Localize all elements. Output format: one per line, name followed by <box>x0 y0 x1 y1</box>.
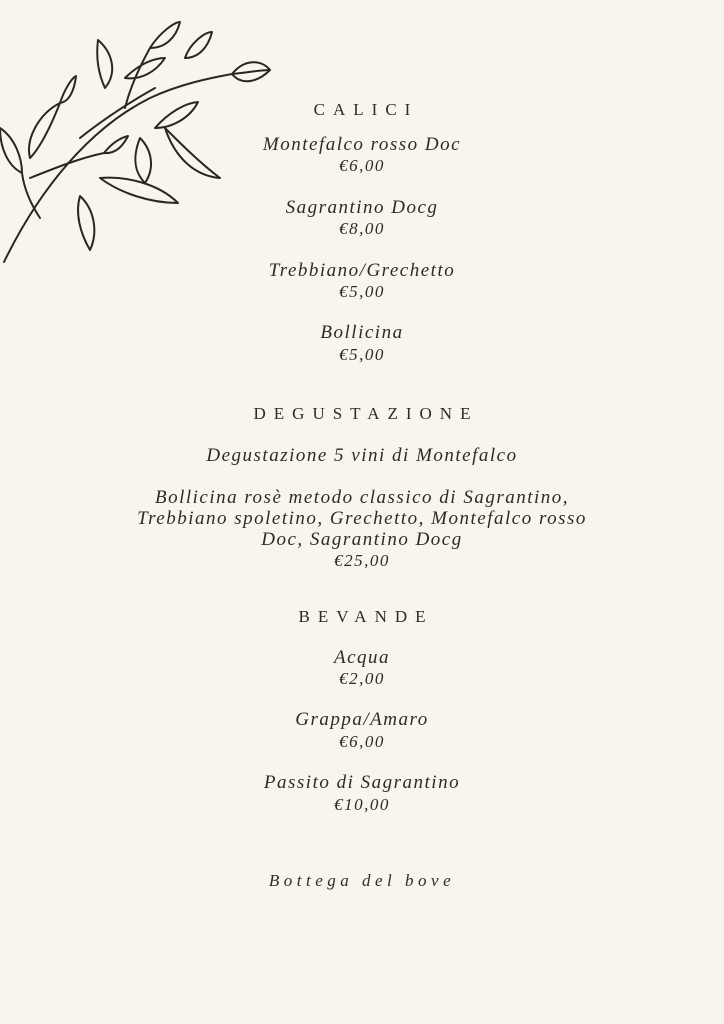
section-title-bevande: BEVANDE <box>298 607 434 626</box>
section-title-calici: CALICI <box>313 100 419 119</box>
degustazione-description-line: Bollicina rosè metodo classico di Sagrantino, <box>154 487 570 508</box>
calici-item-name: Bollicina <box>320 322 404 343</box>
bevande-item-price: €6,00 <box>339 732 385 751</box>
calici-item-name: Montefalco rosso Doc <box>262 134 462 155</box>
section-title-degustazione: DEGUSTAZIONE <box>253 404 479 423</box>
calici-item-price: €5,00 <box>339 282 385 301</box>
calici-item-price: €8,00 <box>339 219 385 238</box>
bevande-item-name: Grappa/Amaro <box>295 709 429 730</box>
footer-brand: Bottega del bove <box>268 871 456 890</box>
calici-item-name: Trebbiano/Grechetto <box>268 260 456 281</box>
calici-item-name: Sagrantino Docg <box>285 197 439 218</box>
bevande-item-name: Acqua <box>333 647 391 668</box>
bevande-item-price: €2,00 <box>339 669 385 688</box>
bevande-item-price: €10,00 <box>334 795 390 814</box>
degustazione-subtitle: Degustazione 5 vini di Montefalco <box>206 445 518 466</box>
degustazione-description-line: Doc, Sagrantino Docg <box>261 529 463 550</box>
calici-item-price: €6,00 <box>339 156 385 175</box>
degustazione-description-line: Trebbiano spoletino, Grechetto, Montefalco rosso <box>137 508 587 529</box>
bevande-item-name: Passito di Sagrantino <box>263 772 461 793</box>
degustazione-price: €25,00 <box>334 551 390 570</box>
calici-item-price: €5,00 <box>339 345 385 364</box>
